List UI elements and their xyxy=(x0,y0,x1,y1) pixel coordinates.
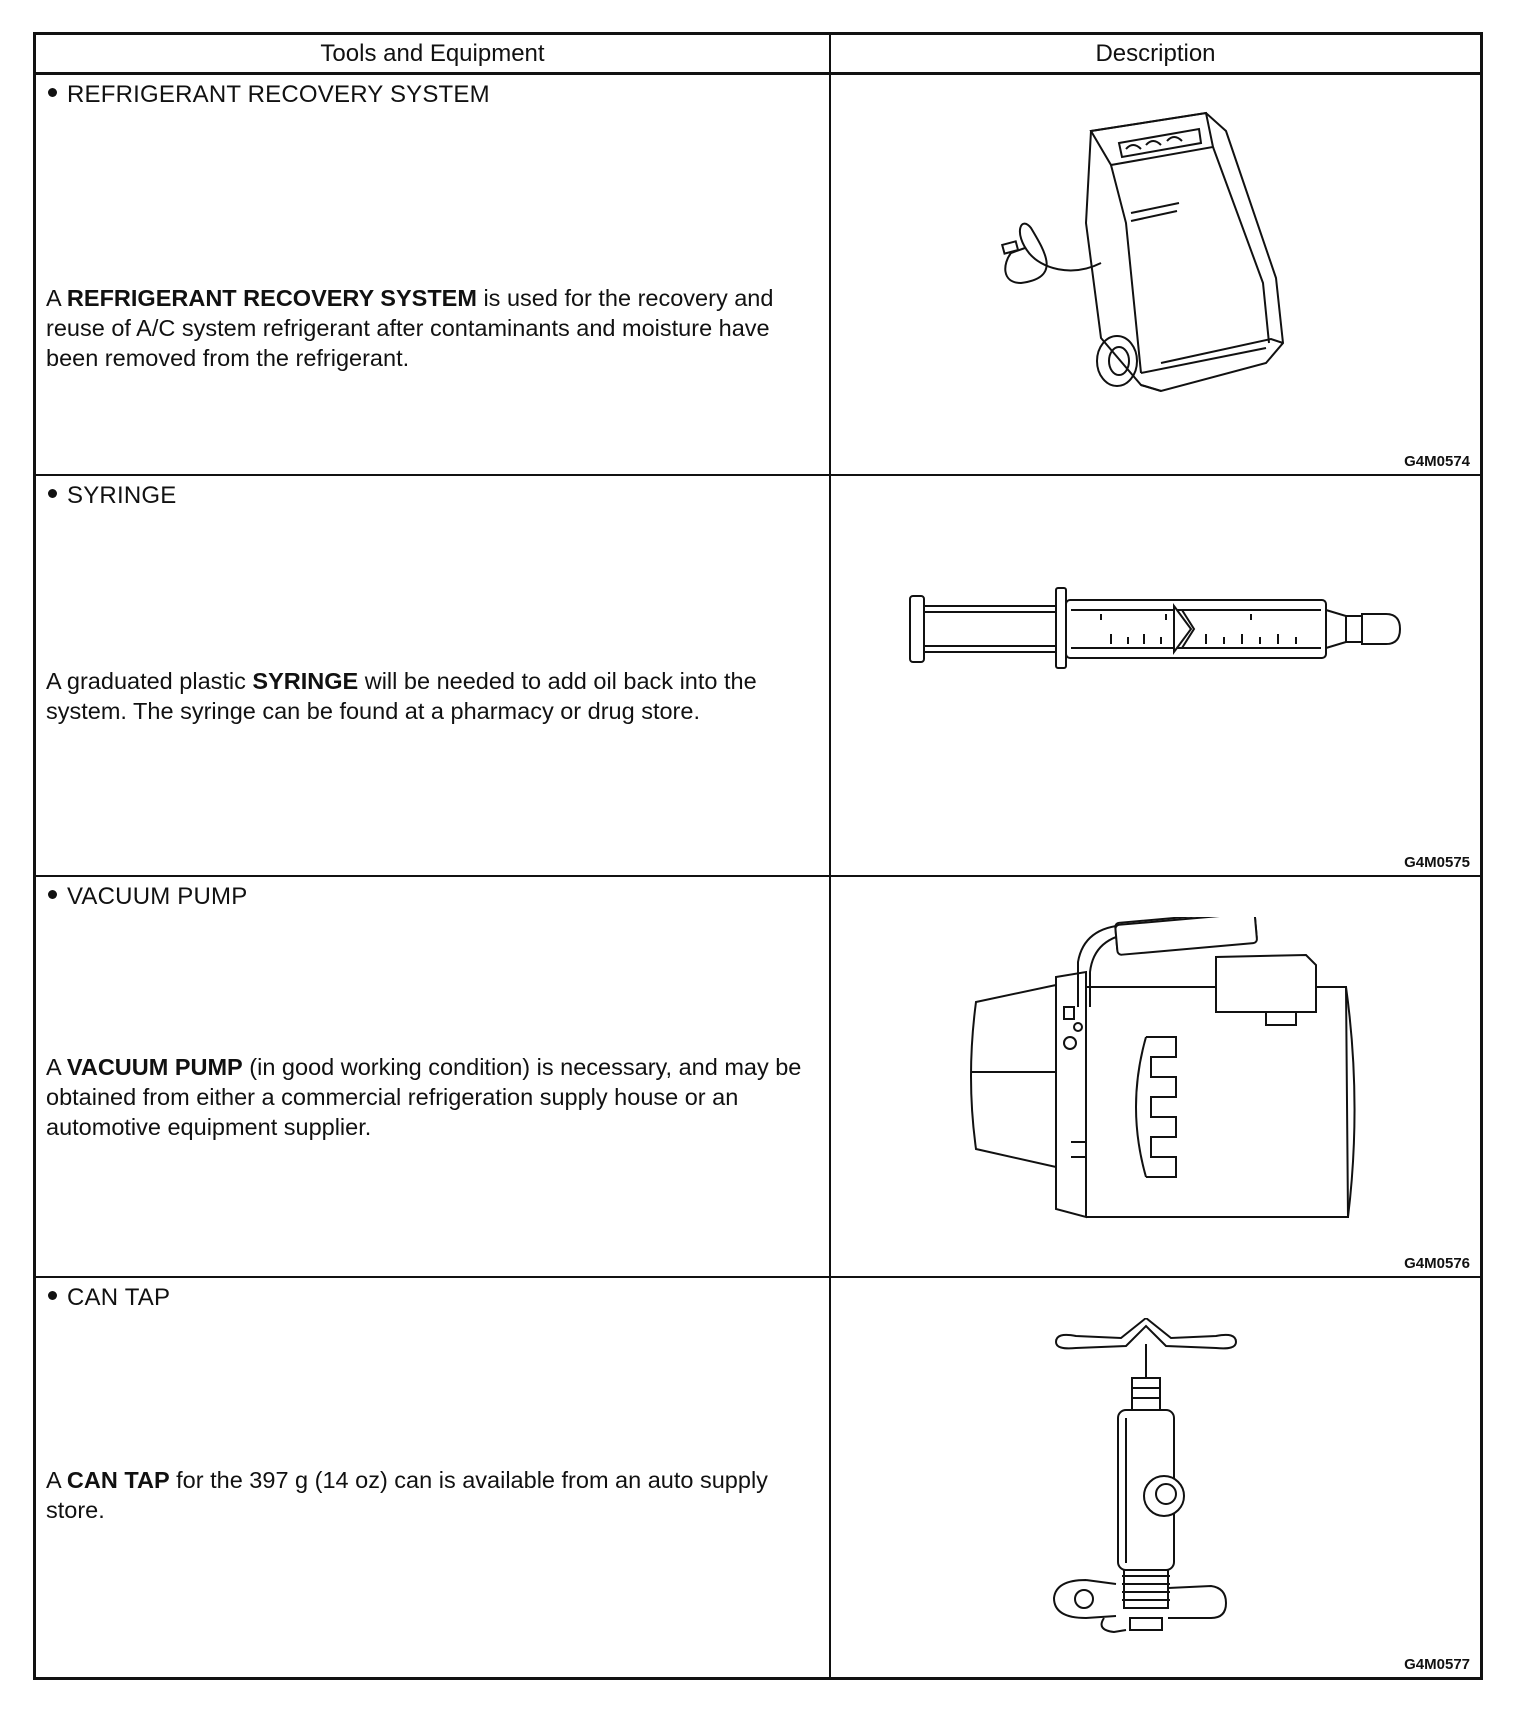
table-row-syringe xyxy=(36,474,1480,875)
description-cell xyxy=(831,1278,1480,1677)
item-description: A CAN TAP for the 397 g (14 oz) can is available from an auto supply store. xyxy=(46,1467,768,1523)
item-description: A REFRIGERANT RECOVERY SYSTEM is used for the recovery and reuse of A/C system refrigerant after contaminants and moisture have been removed from the refrigerant. xyxy=(46,285,774,371)
figure-code: G4M0577 xyxy=(1404,1656,1470,1673)
bullet-icon xyxy=(48,1291,57,1300)
table-row-refrigerant-recovery xyxy=(36,75,1480,474)
tools-cell xyxy=(36,1278,829,1677)
bullet-icon xyxy=(48,890,57,899)
description-cell xyxy=(831,877,1480,1276)
bullet-icon xyxy=(48,88,57,97)
vacuum-pump-icon xyxy=(966,917,1366,1227)
figure-code: G4M0575 xyxy=(1404,854,1470,871)
refrigerant-recovery-machine-icon xyxy=(1001,103,1301,421)
header-tools-and-equipment: Tools and Equipment xyxy=(320,40,545,67)
item-title: CAN TAP xyxy=(48,1284,170,1312)
header-description: Description xyxy=(1095,40,1216,67)
tools-cell xyxy=(36,476,829,875)
description-cell xyxy=(831,476,1480,875)
item-title: SYRINGE xyxy=(48,482,176,510)
table-row-vacuum-pump xyxy=(36,875,1480,1276)
figure-code: G4M0576 xyxy=(1404,1255,1470,1272)
tools-cell xyxy=(36,877,829,1276)
can-tap-icon xyxy=(1046,1318,1256,1633)
item-title: VACUUM PUMP xyxy=(48,883,247,911)
item-description: A graduated plastic SYRINGE will be needed to add oil back into the system. The syringe can be found at a pharmacy or drug store. xyxy=(46,668,757,724)
description-cell xyxy=(831,75,1480,474)
table-header-row xyxy=(36,35,1480,75)
figure-code: G4M0574 xyxy=(1404,453,1470,470)
syringe-icon xyxy=(906,586,1406,671)
bullet-icon xyxy=(48,489,57,498)
tools-cell xyxy=(36,75,829,474)
tools-equipment-table xyxy=(33,32,1483,1680)
item-description: A VACUUM PUMP (in good working condition) is necessary, and may be obtained from either a commercial refrigeration supply house or an automotive equipment supplier. xyxy=(46,1054,802,1140)
table-row-can-tap xyxy=(36,1276,1480,1677)
item-title: REFRIGERANT RECOVERY SYSTEM xyxy=(48,81,490,109)
